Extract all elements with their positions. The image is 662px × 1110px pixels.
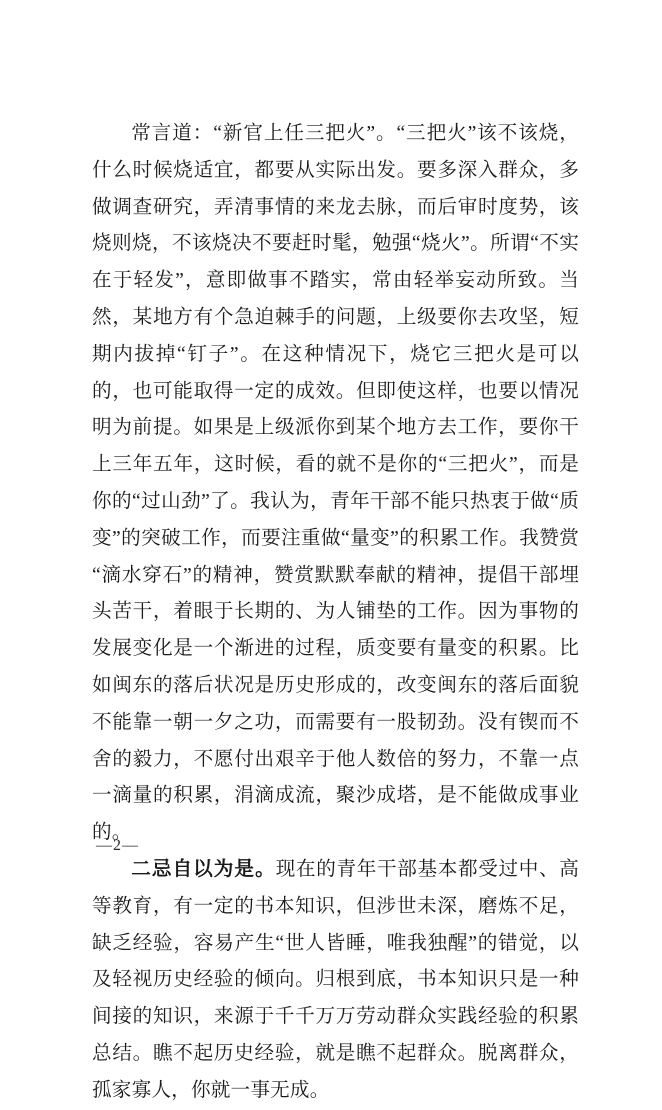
paragraph-2-text: 现在的青年干部基本都受过中、高等教育，有一定的书本知识，但涉世未深，磨炼不足，缺乏经验，容易产生“世人皆睡，唯我独醒”的错觉，以及轻视历史经验的倾向。归根到底，书本知识只是一种间接的知识，来源于千千万万劳动群众实践经验的积累总结。瞧不起历史经验，就是瞧不起群众。脱离群众，孤家寡人，你就一事无成。	[92, 858, 580, 1101]
paragraph-2	[92, 852, 579, 1110]
paragraph-1-text: 常言道：“新官上任三把火”。“三把火”该不该烧，什么时候烧适宜，都要从实际出发。要多深入群众，多做调查研究，弄清事情的来龙去脉，而后审时度势，该烧则烧，不该烧决不要赶时髦，勉强“烧火”。所谓“不实在于轻发”，意即做事不踏实，常由轻举妄动所致。当然，某地方有个急迫棘手的问题，上级要你去攻坚，短期内拔掉“钉子”。在这种情况下，烧它三把火是可以的，也可能取得一定的成效。但即使这样，也要以情况明为前提。如果是上级派你到某个地方去工作，要你干上三年五年，这时候，看的就不是你的“三把火”，而是你的“过山劲”了。我认为，青年干部不能只热衷于做“质变”的突破工作，而要注重做“量变”的积累工作。我赞赏“滴水穿石”的精神，赞赏默默奉献的精神，提倡干部埋头苦干，着眼于长期的、为人铺垫的工作。因为事物的发展变化是一个渐进的过程，质变要有量变的积累。比如闽东的落后状况是历史形成的，改变闽东的落后面貌不能靠一朝一夕之功，而需要有一股韧劲。没有锲而不舍的毅力，不愿付出艰辛于他人数倍的努力，不靠一点一滴量的积累，涓滴成流，聚沙成塔，是不能做成事业的。	[92, 123, 579, 844]
paragraph-1	[92, 116, 579, 852]
paragraph-2-lead: 二忌自以为是。	[131, 858, 276, 880]
page-number: —2—	[96, 837, 139, 854]
body-text-block	[92, 116, 579, 1110]
